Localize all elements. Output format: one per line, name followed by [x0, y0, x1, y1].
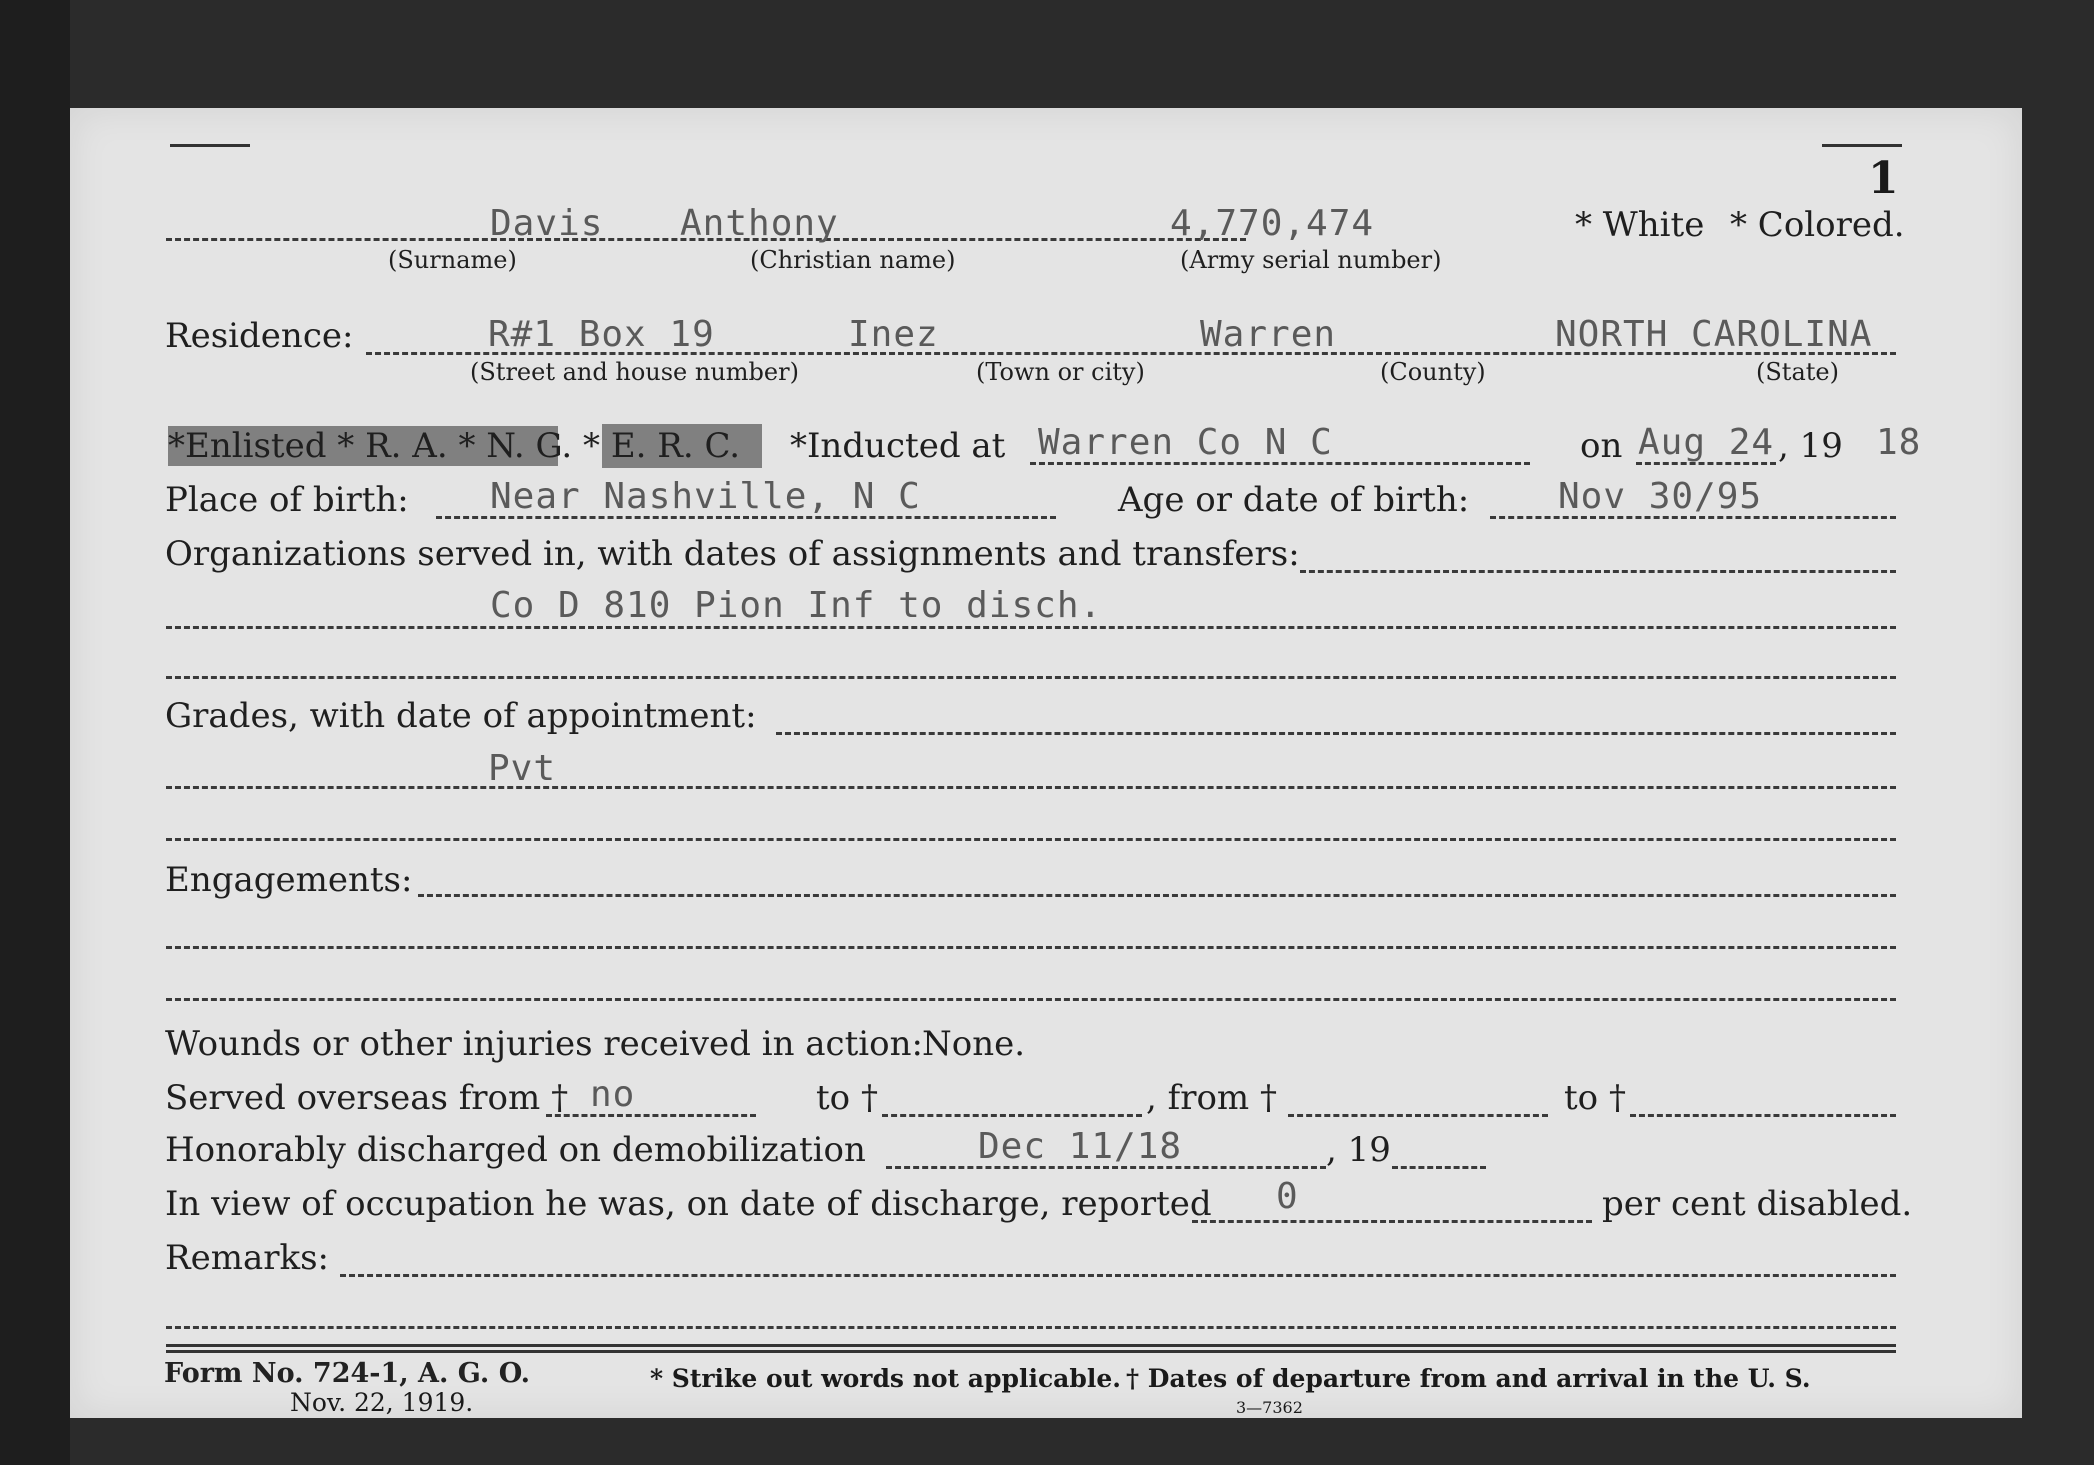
engagements-line-2: [166, 946, 1896, 949]
overseas-from-line: [546, 1114, 756, 1117]
county-caption: (County): [1380, 358, 1486, 386]
percent-disabled-label: per cent disabled.: [1602, 1184, 1913, 1224]
street-value: R#1 Box 19: [488, 314, 715, 355]
induction-year-value: 18: [1876, 422, 1922, 463]
grade-value: Pvt: [488, 748, 557, 789]
footer-rule-1: [166, 1344, 1896, 1347]
engagements-line-1: [418, 894, 1896, 897]
grades-line-3: [166, 838, 1896, 841]
year-prefix-label: , 19: [1778, 426, 1843, 466]
grades-line-1: [776, 732, 1896, 735]
disabled-line: [1192, 1220, 1592, 1223]
service-record-card: [70, 108, 2022, 1418]
discharge-year-line: [1392, 1166, 1486, 1169]
grades-label: Grades, with date of appointment:: [165, 696, 757, 736]
engagements-line-3: [166, 998, 1896, 1001]
organizations-line-1: [1300, 570, 1896, 573]
discharged-label: Honorably discharged on demobilization: [165, 1130, 866, 1170]
residence-label: Residence:: [165, 316, 354, 356]
remarks-label: Remarks:: [165, 1238, 329, 1278]
overseas-to-label-2: to †: [1564, 1078, 1626, 1118]
race-white-label: * White: [1575, 205, 1705, 245]
engagements-label: Engagements:: [165, 860, 413, 900]
top-left-mark: [170, 144, 250, 147]
christian-name-value: Anthony: [680, 203, 839, 244]
scanner-background: [0, 0, 70, 1465]
organization-value: Co D 810 Pion Inf to disch.: [490, 585, 1103, 626]
overseas-to-label: to †: [816, 1078, 878, 1118]
on-label: on: [1580, 426, 1623, 466]
age-label: Age or date of birth:: [1118, 480, 1470, 520]
disabled-percent-value: 0: [1276, 1176, 1299, 1217]
inducted-at-value: Warren Co N C: [1038, 422, 1333, 463]
remarks-line-2: [166, 1326, 1896, 1329]
grades-line-2: [166, 786, 1896, 789]
organizations-line-2: [166, 626, 1896, 629]
discharge-date-value: Dec 11/18: [978, 1126, 1183, 1167]
overseas-from-line-2: [1288, 1114, 1548, 1117]
overseas-to-line-2: [1630, 1114, 1896, 1117]
occupation-label: In view of occupation he was, on date of discharge, reported: [165, 1184, 1212, 1224]
serial-number-caption: (Army serial number): [1180, 246, 1442, 274]
county-value: Warren: [1200, 314, 1337, 355]
christian-name-caption: (Christian name): [750, 246, 956, 274]
place-of-birth-label: Place of birth:: [165, 480, 409, 520]
surname-value: Davis: [490, 203, 604, 244]
print-code: 3—7362: [1236, 1398, 1303, 1417]
overseas-from-value: no: [590, 1074, 636, 1115]
town-caption: (Town or city): [976, 358, 1145, 386]
overseas-to-line: [882, 1114, 1142, 1117]
wounds-value: None.: [922, 1024, 1026, 1064]
overseas-label: Served overseas from †: [165, 1078, 569, 1118]
date-of-birth-value: Nov 30/95: [1558, 476, 1763, 517]
serial-number-value: 4,770,474: [1170, 203, 1375, 244]
organizations-line-3: [166, 676, 1896, 679]
dates-note: † Dates of departure from and arrival in the U. S.: [1126, 1364, 1811, 1393]
organizations-label: Organizations served in, with dates of assignments and transfers:: [165, 534, 1300, 574]
street-caption: (Street and house number): [470, 358, 799, 386]
overseas-from-label-2: , from †: [1146, 1078, 1277, 1118]
remarks-line-1: [340, 1274, 1896, 1277]
state-caption: (State): [1756, 358, 1839, 386]
inducted-label: *Inducted at: [790, 426, 1006, 466]
enlisted-options: *Enlisted * R. A. * N. G. * E. R. C.: [168, 426, 741, 466]
strike-out-note: * Strike out words not applicable.: [650, 1364, 1121, 1393]
form-number: Form No. 724-1, A. G. O.: [164, 1358, 531, 1389]
surname-caption: (Surname): [388, 246, 517, 274]
page-number: 1: [1868, 153, 1899, 204]
top-right-mark: [1822, 144, 1902, 147]
place-of-birth-value: Near Nashville, N C: [490, 476, 921, 517]
state-value: NORTH CAROLINA: [1555, 314, 1873, 355]
footer-rule-2: [166, 1350, 1896, 1353]
wounds-label: Wounds or other injuries received in action:: [165, 1024, 923, 1064]
town-value: Inez: [848, 314, 939, 355]
race-colored-label: * Colored.: [1730, 205, 1905, 245]
discharge-year-label: , 19: [1326, 1130, 1391, 1170]
form-date: Nov. 22, 1919.: [290, 1388, 474, 1417]
inducted-date-value: Aug 24: [1638, 422, 1775, 463]
